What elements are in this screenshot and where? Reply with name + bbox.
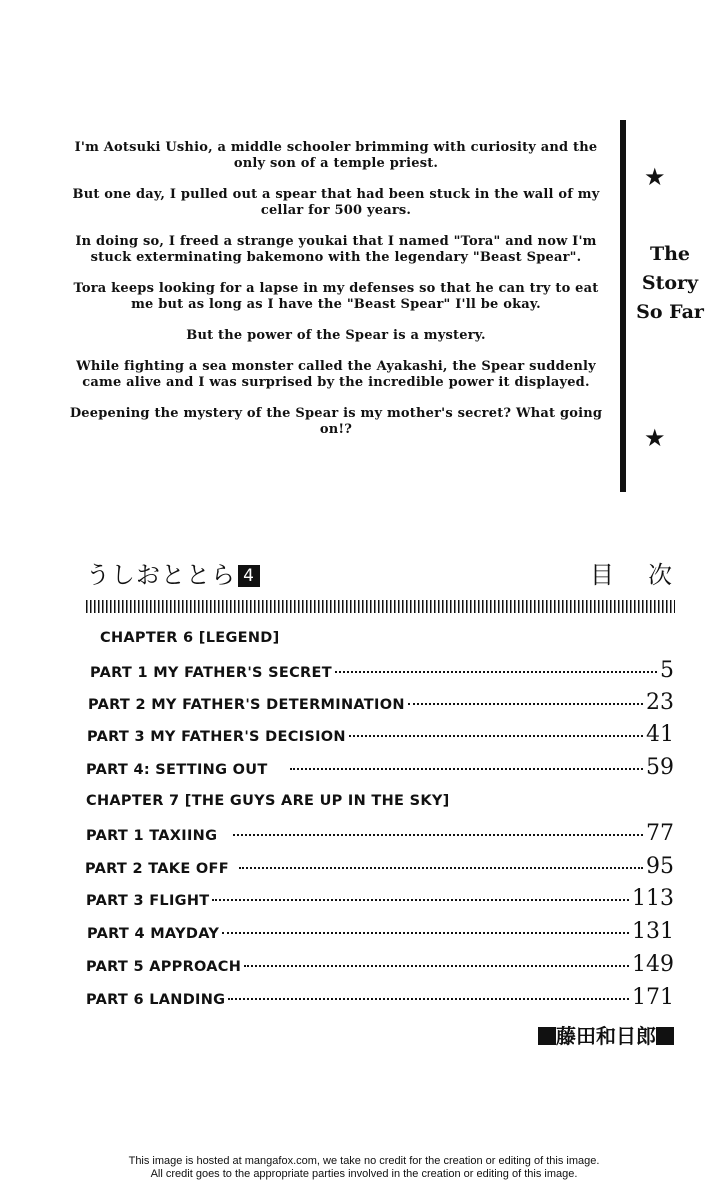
leader-dots [228,998,629,1000]
leader-dots [239,867,643,869]
series-title [86,560,260,590]
toc-entry-page: 149 [632,952,674,977]
toc-entry-page: 41 [646,722,674,747]
leader-dots [233,834,643,836]
toc-entry[interactable] [86,986,674,1012]
story-paragraph: In doing so, I freed a strange youkai that I named "Tora" and now I'm stuck exterminating bakemono with the legendary "Beast Spear". [75,234,597,265]
leader-dots [335,671,657,673]
contents-label: 目次 [590,561,706,589]
tick-divider [86,600,675,613]
hosting-credit [0,1155,728,1181]
toc-entry-label: PART 4 MAYDAY [87,926,220,942]
toc-entry-label: PART 4: SETTING OUT [86,762,268,778]
toc-entry[interactable] [86,953,674,979]
toc-entry-label: PART 2 TAKE OFF [85,861,229,877]
credit-line: All credit goes to the appropriate parties involved in the creation or editing of this image. [150,1168,578,1180]
story-paragraph: Deepening the mystery of the Spear is my mother's secret? What going on!? [69,406,603,437]
toc-entry-label: PART 1 TAXIING [86,828,218,844]
toc-entry[interactable] [86,822,674,848]
toc-entry-page: 95 [646,854,674,879]
toc-entry-page: 5 [660,658,674,683]
leader-dots [244,965,629,967]
leader-dots [222,932,629,934]
toc-entry-page: 23 [646,690,674,715]
title-line: Story [641,272,699,294]
vertical-divider [620,120,626,492]
story-paragraph: While fighting a sea monster called the Ayakashi, the Spear suddenly came alive and I was surprised by the incredible power it displayed. [76,359,596,390]
toc-entry[interactable] [90,659,674,685]
chapter-heading: CHAPTER 6 [LEGEND] [100,630,280,646]
story-so-far-text [60,140,612,453]
story-paragraph: I'm Aotsuki Ushio, a middle schooler brimming with curiosity and the only son of a temple priest. [74,140,598,171]
toc-entry-label: PART 2 MY FATHER'S DETERMINATION [88,697,405,713]
toc-entry-page: 59 [646,755,674,780]
toc-entry-page: 131 [632,919,674,944]
story-paragraph: But the power of the Spear is a mystery. [186,328,486,343]
star-icon: ★ [644,424,666,452]
toc-entry[interactable] [87,920,674,946]
leader-dots [212,899,629,901]
title-line: The [649,243,691,265]
toc-entry-label: PART 6 LANDING [86,992,226,1008]
toc-entry[interactable] [86,756,674,782]
star-icon: ★ [644,163,666,191]
title-line: So Far [636,301,704,323]
story-so-far-title [632,240,708,327]
volume-badge: 4 [238,565,260,587]
series-name: うしおととら [86,561,236,589]
toc-entry[interactable] [87,723,674,749]
toc-entry-page: 171 [632,985,674,1010]
toc-entry-page: 113 [632,886,674,911]
square-marker-icon [656,1027,674,1045]
toc-entry-label: PART 3 FLIGHT [86,893,210,909]
story-paragraph: Tora keeps looking for a lapse in my defenses so that he can try to eat me but as long as I have the "Beast Spear" I'll be okay. [73,281,599,312]
story-paragraph: But one day, I pulled out a spear that had been stuck in the wall of my cellar for 500 years. [72,187,600,218]
toc-entry-label: PART 5 APPROACH [86,959,242,975]
toc-entry-label: PART 3 MY FATHER'S DECISION [87,729,346,745]
toc-header [86,560,706,596]
author-name: 藤田和日郎 [556,1024,656,1048]
author-credit [538,1022,674,1050]
toc-entry[interactable] [86,887,674,913]
leader-dots [290,768,643,770]
toc-entry[interactable] [85,855,674,881]
credit-line: This image is hosted at mangafox.com, we take no credit for the creation or editing of this image. [128,1155,600,1167]
chapter-heading: CHAPTER 7 [THE GUYS ARE UP IN THE SKY] [86,793,450,809]
leader-dots [408,703,643,705]
toc-entry-label: PART 1 MY FATHER'S SECRET [90,665,332,681]
toc-entry[interactable] [88,691,674,717]
toc-entry-page: 77 [646,821,674,846]
leader-dots [349,735,643,737]
square-marker-icon [538,1027,556,1045]
